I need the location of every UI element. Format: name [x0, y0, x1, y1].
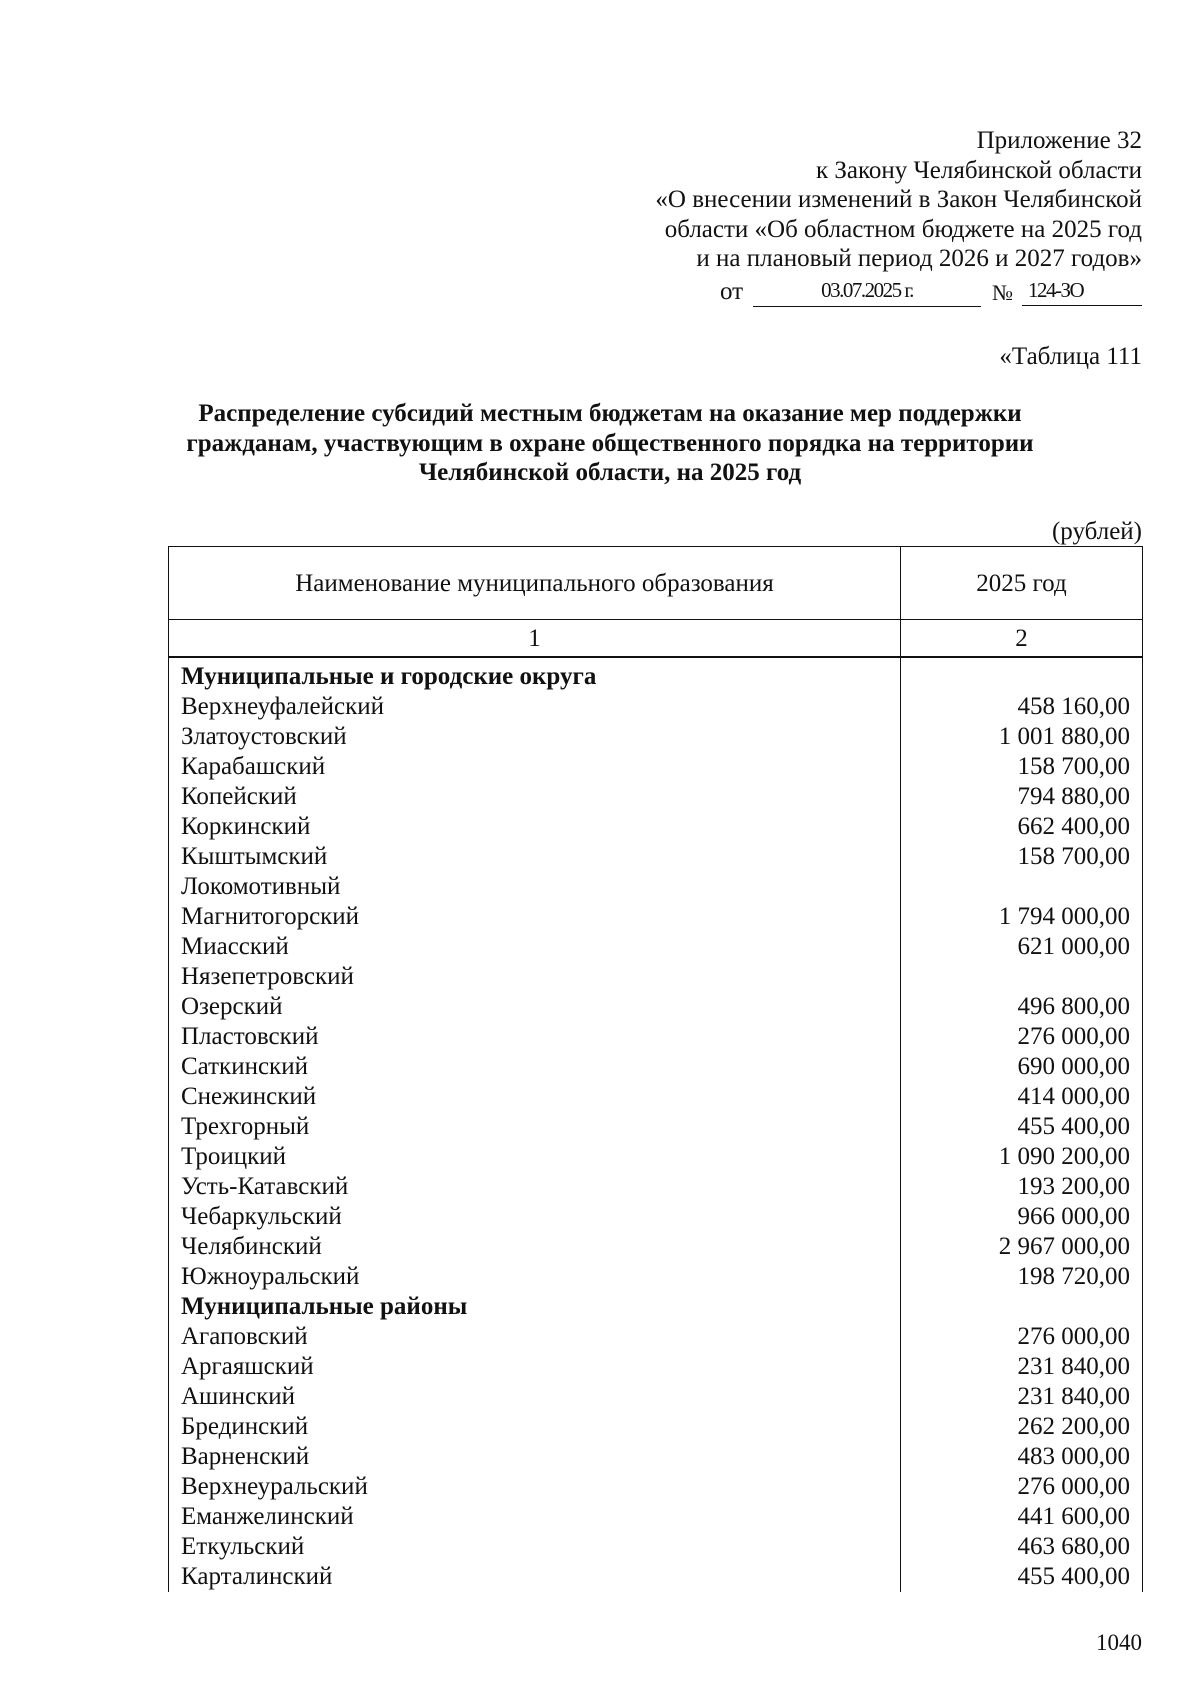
- municipality-name: Миасский: [169, 932, 901, 962]
- municipality-name: Копейский: [169, 782, 901, 812]
- municipality-name: Ашинский: [169, 1382, 901, 1412]
- municipality-name: Верхнеуфалейский: [169, 692, 901, 722]
- municipality-name: Пластовский: [169, 1022, 901, 1052]
- header-line: области «Об областном бюджете на 2025 год: [664, 215, 1142, 243]
- subsidy-amount: 690 000,00: [901, 1052, 1143, 1082]
- document-title: Распределение субсидий местным бюджетам на оказание мер поддержки гражданам, участвующим в охране общественного порядка на территории Челябинской области, на 2025 год: [186, 400, 1034, 486]
- table-row: [169, 812, 1143, 842]
- column-number-2: 2: [901, 620, 1143, 658]
- municipality-name: Варненский: [169, 1442, 901, 1472]
- municipality-name: Кыштымский: [169, 842, 901, 872]
- table-label: «Таблица 111: [999, 343, 1142, 370]
- date-field: 03.07.2025 г.: [753, 278, 981, 307]
- subsidy-amount: 158 700,00: [901, 842, 1143, 872]
- header-line: и на плановый период 2026 и 2027 годов»: [696, 245, 1142, 272]
- table-row: [169, 992, 1143, 1022]
- subsidy-amount: 794 880,00: [901, 782, 1143, 812]
- municipality-name: Трехгорный: [169, 1112, 901, 1142]
- section-title: Муниципальные и городские округа: [169, 657, 901, 692]
- subsidy-amount: 414 000,00: [901, 1082, 1143, 1112]
- subsidy-amount: 455 400,00: [901, 1562, 1143, 1592]
- subsidy-amount: 276 000,00: [901, 1472, 1143, 1502]
- section-title: Муниципальные районы: [169, 1292, 901, 1322]
- header-line: «О внесении изменений в Закон Челябинской: [655, 186, 1142, 213]
- municipality-name: Локомотивный: [169, 872, 901, 902]
- municipality-name: Коркинский: [169, 812, 901, 842]
- subsidy-table-wrapper: [168, 546, 1142, 1592]
- municipality-name: Верхнеуральский: [169, 1472, 901, 1502]
- subsidy-amount: 193 200,00: [901, 1172, 1143, 1202]
- table-row: [169, 1232, 1143, 1262]
- subsidy-amount: 463 680,00: [901, 1532, 1143, 1562]
- table-row: [169, 872, 1143, 902]
- table-row: [169, 842, 1143, 872]
- table-row: [169, 1562, 1143, 1592]
- section-row: [169, 657, 1143, 692]
- date-number-line: [720, 278, 1142, 308]
- subsidy-amount: 662 400,00: [901, 812, 1143, 842]
- table-row: [169, 1052, 1143, 1082]
- subsidy-amount: 2 967 000,00: [901, 1232, 1143, 1262]
- subsidy-amount: 198 720,00: [901, 1262, 1143, 1292]
- municipality-name: Саткинский: [169, 1052, 901, 1082]
- section-value-cell: [901, 1292, 1143, 1322]
- units-label: (рублей): [1051, 518, 1142, 545]
- municipality-name: Озерский: [169, 992, 901, 1022]
- table-row: [169, 1442, 1143, 1472]
- subsidy-table: [168, 546, 1143, 1592]
- section-row: [169, 1292, 1143, 1322]
- municipality-name: Магнитогорский: [169, 902, 901, 932]
- municipality-name: Карталинский: [169, 1562, 901, 1592]
- table-row: [169, 932, 1143, 962]
- table-row: [169, 722, 1143, 752]
- subsidy-amount: 262 200,00: [901, 1412, 1143, 1442]
- table-row: [169, 782, 1143, 812]
- table-row: [169, 1322, 1143, 1352]
- table-row: [169, 962, 1143, 992]
- table-row: [169, 1202, 1143, 1232]
- subsidy-amount: 1 001 880,00: [901, 722, 1143, 752]
- municipality-name: Еткульский: [169, 1532, 901, 1562]
- page-number: 1040: [1096, 1630, 1142, 1655]
- table-row: [169, 1352, 1143, 1382]
- table-body: [169, 657, 1143, 1592]
- subsidy-amount: 455 400,00: [901, 1112, 1143, 1142]
- subsidy-amount: [901, 962, 1143, 992]
- header-line: к Закону Челябинской области: [816, 156, 1142, 184]
- column-header-name: Наименование муниципального образования: [169, 547, 901, 620]
- municipality-name: Чебаркульский: [169, 1202, 901, 1232]
- table-row: [169, 902, 1143, 932]
- table-row: [169, 1142, 1143, 1172]
- table-row: [169, 1412, 1143, 1442]
- subsidy-amount: 621 000,00: [901, 932, 1143, 962]
- number-field: 124-ЗО: [1022, 278, 1142, 306]
- column-number-1: 1: [169, 620, 901, 658]
- table-row: [169, 1532, 1143, 1562]
- municipality-name: Южноуральский: [169, 1262, 901, 1292]
- number-sign: №: [992, 280, 1013, 305]
- municipality-name: Снежинский: [169, 1082, 901, 1112]
- subsidy-amount: 483 000,00: [901, 1442, 1143, 1472]
- subsidy-amount: 441 600,00: [901, 1502, 1143, 1532]
- municipality-name: Брединский: [169, 1412, 901, 1442]
- table-row: [169, 752, 1143, 782]
- column-header-year: 2025 год: [901, 547, 1143, 620]
- table-row: [169, 1262, 1143, 1292]
- subsidy-amount: 231 840,00: [901, 1382, 1143, 1412]
- municipality-name: Усть-Катавский: [169, 1172, 901, 1202]
- municipality-name: Златоустовский: [169, 722, 901, 752]
- municipality-name: Троицкий: [169, 1142, 901, 1172]
- municipality-name: Агаповский: [169, 1322, 901, 1352]
- subsidy-amount: 276 000,00: [901, 1322, 1143, 1352]
- subsidy-amount: 458 160,00: [901, 692, 1143, 722]
- subsidy-amount: 158 700,00: [901, 752, 1143, 782]
- municipality-name: Карабашский: [169, 752, 901, 782]
- municipality-name: Нязепетровский: [169, 962, 901, 992]
- subsidy-amount: 276 000,00: [901, 1022, 1143, 1052]
- table-row: [169, 1382, 1143, 1412]
- table-row: [169, 1112, 1143, 1142]
- table-row: [169, 1082, 1143, 1112]
- table-row: [169, 692, 1143, 722]
- table-row: [169, 1502, 1143, 1532]
- municipality-name: Аргаяшский: [169, 1352, 901, 1382]
- date-prefix: от: [720, 278, 744, 305]
- section-value-cell: [901, 657, 1143, 692]
- subsidy-amount: 496 800,00: [901, 992, 1143, 1022]
- header-line: Приложение 32: [976, 127, 1142, 154]
- table-row: [169, 1022, 1143, 1052]
- subsidy-amount: 1 090 200,00: [901, 1142, 1143, 1172]
- table-row: [169, 1172, 1143, 1202]
- appendix-header: [655, 126, 1142, 274]
- subsidy-amount: 231 840,00: [901, 1352, 1143, 1382]
- subsidy-amount: [901, 872, 1143, 902]
- subsidy-amount: 966 000,00: [901, 1202, 1143, 1232]
- table-row: [169, 1472, 1143, 1502]
- municipality-name: Челябинский: [169, 1232, 901, 1262]
- municipality-name: Еманжелинский: [169, 1502, 901, 1532]
- subsidy-amount: 1 794 000,00: [901, 902, 1143, 932]
